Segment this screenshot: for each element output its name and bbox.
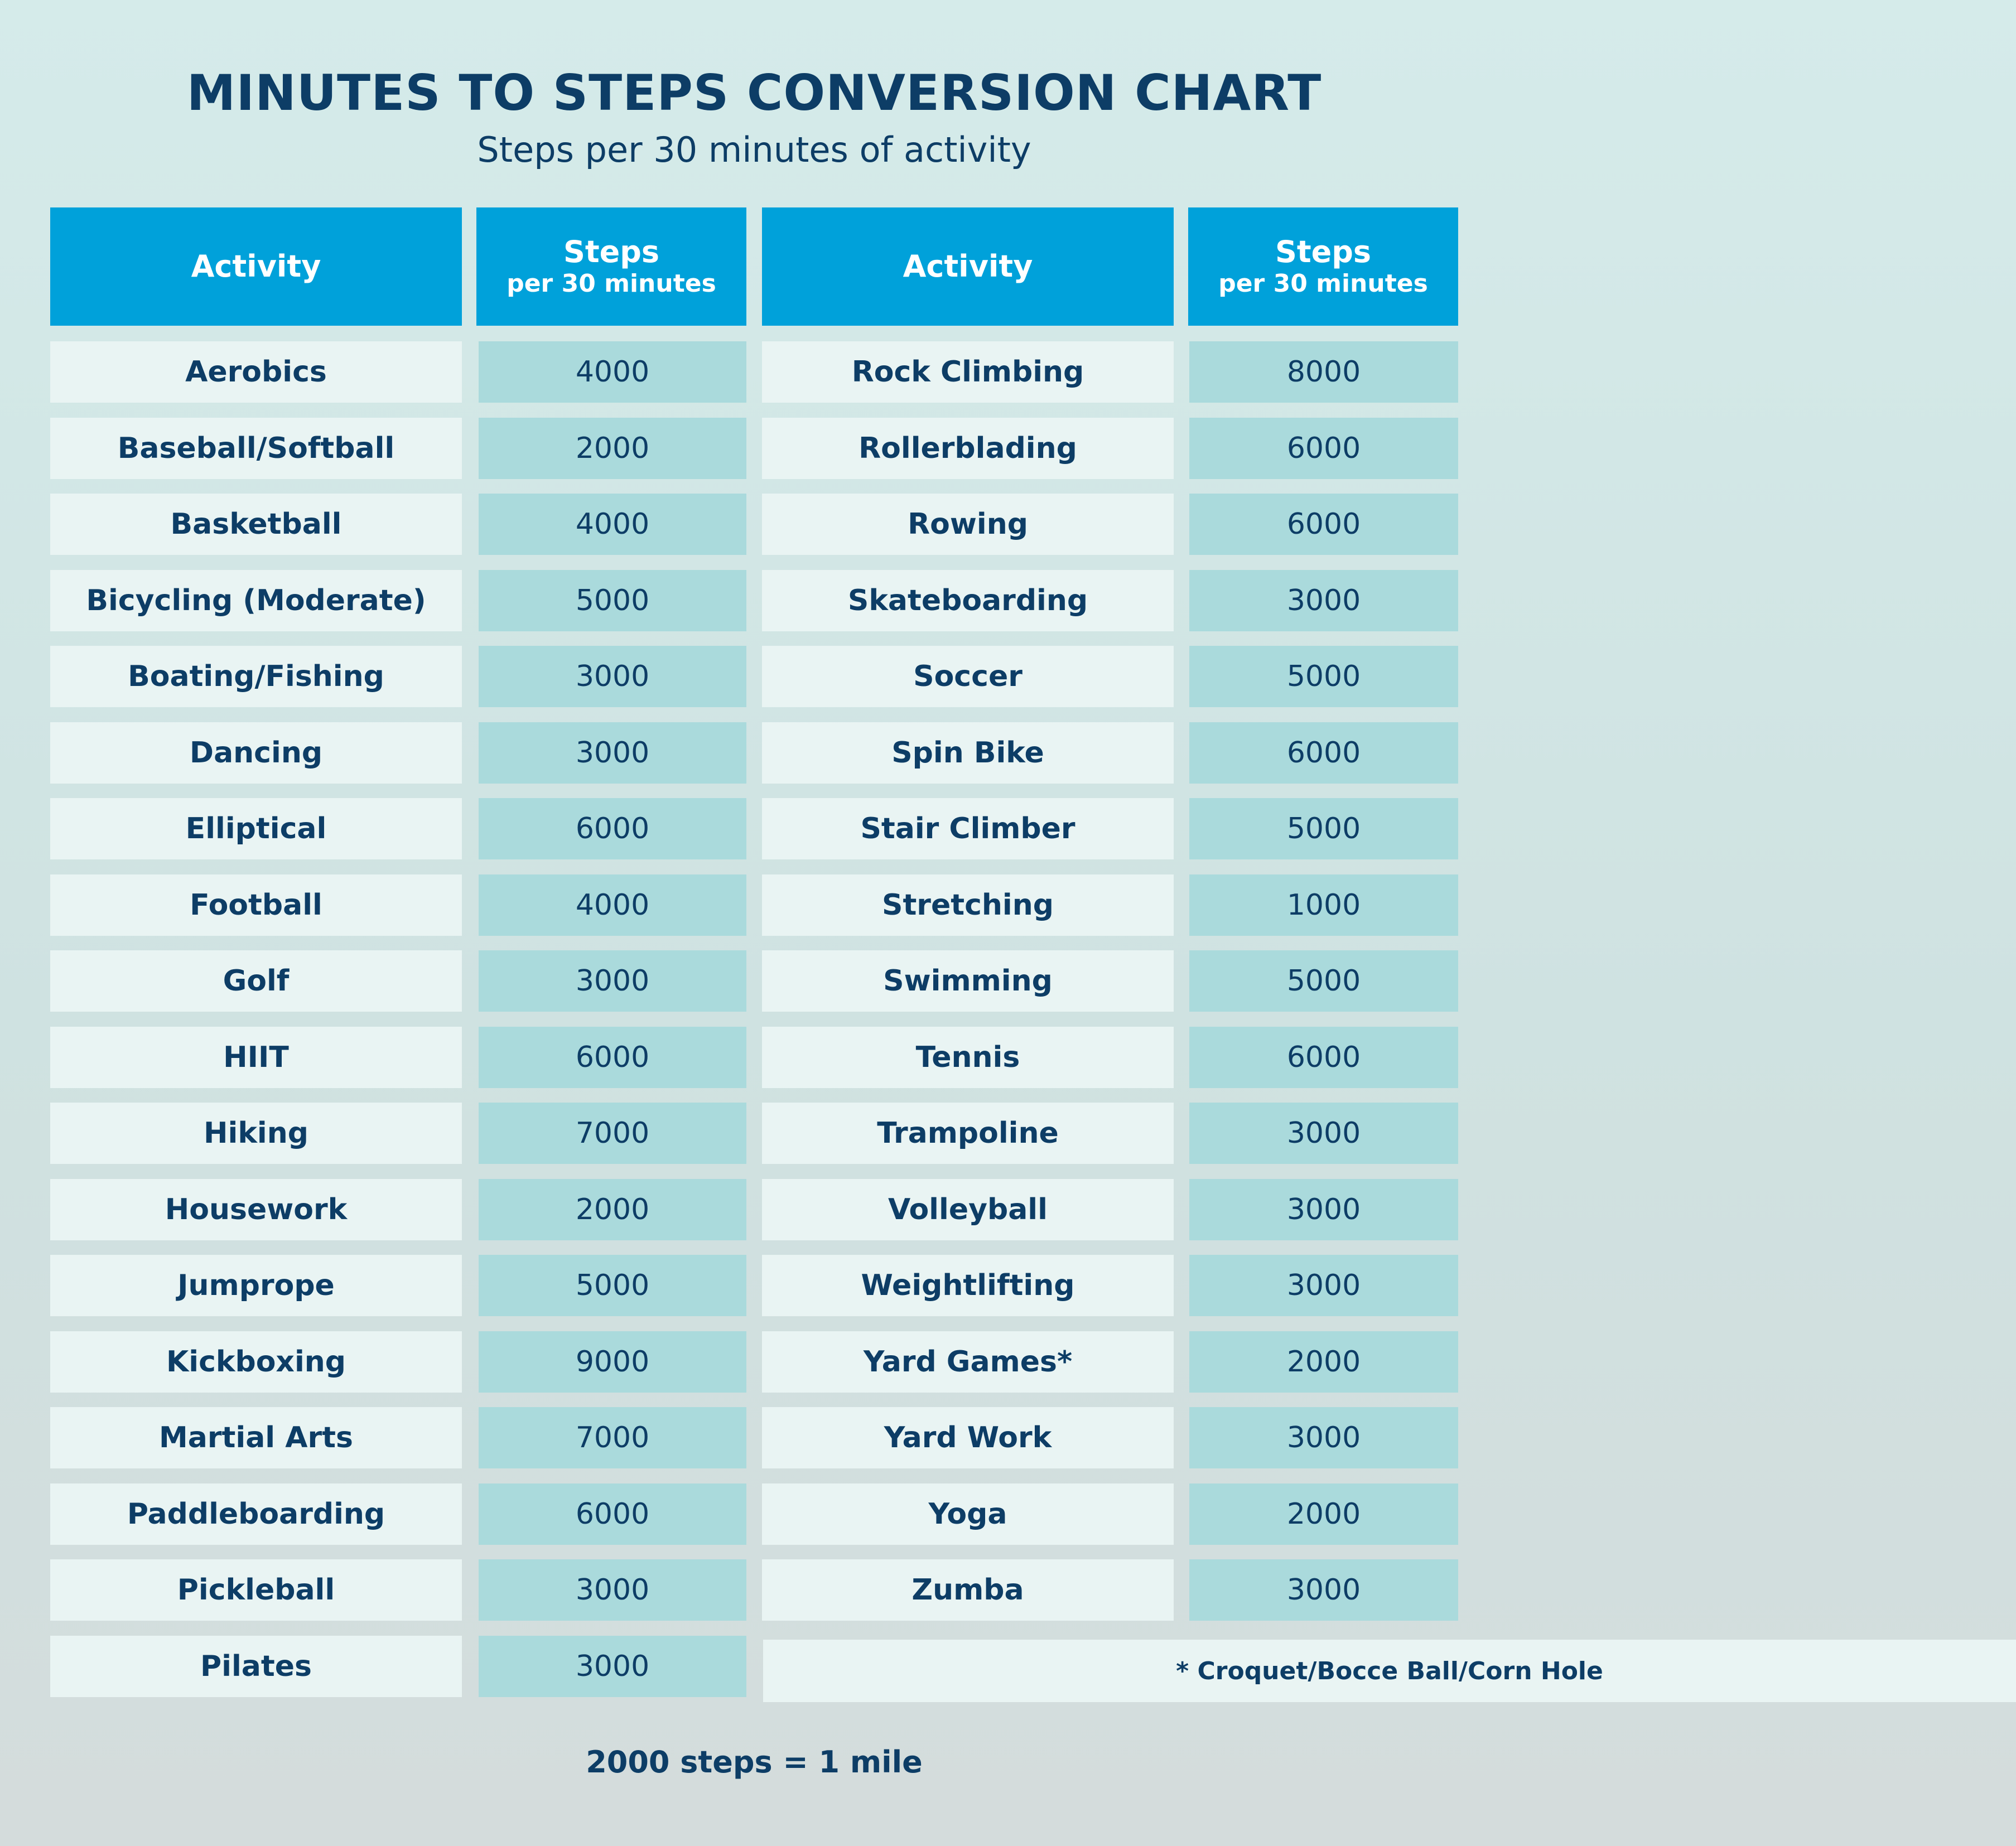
header-steps-sublabel: per 30 minutes xyxy=(507,269,716,298)
activity-cell: Basketball xyxy=(50,494,462,555)
header-steps-sublabel: per 30 minutes xyxy=(1218,269,1428,298)
activity-cell: Yard Games* xyxy=(762,1331,1174,1393)
activity-cell: Stretching xyxy=(762,874,1174,936)
steps-cell: 3000 xyxy=(479,950,746,1012)
footnote: * Croquet/Bocce Ball/Corn Hole xyxy=(763,1640,2016,1702)
header-steps-label: Steps xyxy=(563,234,660,269)
steps-cell: 3000 xyxy=(479,722,746,784)
activity-cell: Hiking xyxy=(50,1103,462,1164)
activity-cell: Tennis xyxy=(762,1027,1174,1088)
activity-cell: Zumba xyxy=(762,1559,1174,1621)
steps-cell: 3000 xyxy=(1189,1103,1458,1164)
steps-cell: 6000 xyxy=(1189,494,1458,555)
activity-cell: Housework xyxy=(50,1179,462,1240)
activity-cell: Volleyball xyxy=(762,1179,1174,1240)
steps-cell: 4000 xyxy=(479,874,746,936)
activity-cell: Weightlifting xyxy=(762,1255,1174,1316)
activity-cell: Swimming xyxy=(762,950,1174,1012)
steps-cell: 6000 xyxy=(1189,722,1458,784)
activity-cell: Spin Bike xyxy=(762,722,1174,784)
steps-cell: 5000 xyxy=(479,570,746,631)
activity-cell: Football xyxy=(50,874,462,936)
activity-cell: Yoga xyxy=(762,1483,1174,1545)
activity-cell: Paddleboarding xyxy=(50,1483,462,1545)
steps-cell: 5000 xyxy=(1189,798,1458,859)
steps-cell: 7000 xyxy=(479,1103,746,1164)
activity-cell: Skateboarding xyxy=(762,570,1174,631)
steps-cell: 2000 xyxy=(1189,1331,1458,1393)
steps-cell: 3000 xyxy=(479,1559,746,1621)
steps-cell: 4000 xyxy=(479,341,746,403)
header-activity-right xyxy=(762,207,1174,326)
steps-cell: 3000 xyxy=(1189,1559,1458,1621)
header-steps-right xyxy=(1188,207,1458,326)
activity-cell: Yard Work xyxy=(762,1407,1174,1468)
footer-note: 2000 steps = 1 mile xyxy=(586,1744,923,1780)
activity-cell: Rollerblading xyxy=(762,418,1174,479)
activity-cell: Martial Arts xyxy=(50,1407,462,1468)
activity-cell: Aerobics xyxy=(50,341,462,403)
header-activity-left xyxy=(50,207,462,326)
steps-cell: 6000 xyxy=(479,798,746,859)
steps-cell: 4000 xyxy=(479,494,746,555)
steps-cell: 9000 xyxy=(479,1331,746,1393)
steps-cell: 2000 xyxy=(1189,1483,1458,1545)
activity-cell: Bicycling (Moderate) xyxy=(50,570,462,631)
steps-cell: 3000 xyxy=(1189,1179,1458,1240)
activity-cell: Rock Climbing xyxy=(762,341,1174,403)
activity-cell: Pilates xyxy=(50,1636,462,1697)
steps-cell: 2000 xyxy=(479,418,746,479)
page-subtitle: Steps per 30 minutes of activity xyxy=(477,129,1031,170)
steps-cell: 3000 xyxy=(479,646,746,707)
steps-cell: 7000 xyxy=(479,1407,746,1468)
activity-cell: Golf xyxy=(50,950,462,1012)
activity-cell: Soccer xyxy=(762,646,1174,707)
activity-cell: Dancing xyxy=(50,722,462,784)
steps-cell: 5000 xyxy=(479,1255,746,1316)
activity-cell: Baseball/Softball xyxy=(50,418,462,479)
steps-cell: 3000 xyxy=(1189,1407,1458,1468)
header-steps-left xyxy=(476,207,746,326)
activity-cell: Rowing xyxy=(762,494,1174,555)
steps-cell: 6000 xyxy=(479,1483,746,1545)
activity-cell: Kickboxing xyxy=(50,1331,462,1393)
header-activity-label: Activity xyxy=(191,249,321,284)
activity-cell: Stair Climber xyxy=(762,798,1174,859)
steps-cell: 5000 xyxy=(1189,950,1458,1012)
activity-cell: HIIT xyxy=(50,1027,462,1088)
steps-cell: 3000 xyxy=(1189,1255,1458,1316)
steps-cell: 2000 xyxy=(479,1179,746,1240)
steps-cell: 5000 xyxy=(1189,646,1458,707)
steps-cell: 3000 xyxy=(479,1636,746,1697)
steps-cell: 1000 xyxy=(1189,874,1458,936)
activity-cell: Jumprope xyxy=(50,1255,462,1316)
steps-cell: 6000 xyxy=(1189,418,1458,479)
header-steps-label: Steps xyxy=(1275,234,1372,269)
steps-cell: 6000 xyxy=(479,1027,746,1088)
header-activity-label: Activity xyxy=(903,249,1033,284)
steps-cell: 3000 xyxy=(1189,570,1458,631)
activity-cell: Trampoline xyxy=(762,1103,1174,1164)
activity-cell: Elliptical xyxy=(50,798,462,859)
page-title: MINUTES TO STEPS CONVERSION CHART xyxy=(186,64,1322,122)
steps-cell: 8000 xyxy=(1189,341,1458,403)
activity-cell: Boating/Fishing xyxy=(50,646,462,707)
steps-cell: 6000 xyxy=(1189,1027,1458,1088)
activity-cell: Pickleball xyxy=(50,1559,462,1621)
